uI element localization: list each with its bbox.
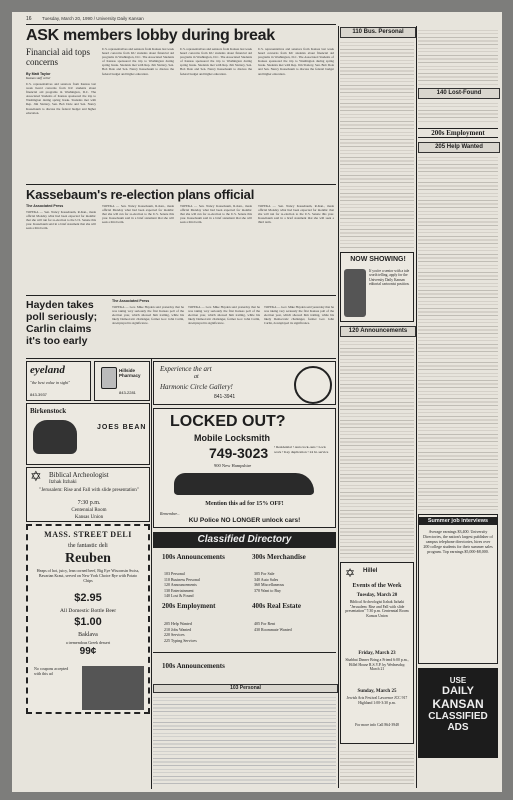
deli-presents: the fantastic deli bbox=[68, 543, 108, 549]
biblical-time: 7:30 p.m. bbox=[77, 500, 101, 506]
col-text-140 bbox=[418, 100, 498, 124]
hayden-body-col1: TOPEKA — Gov. Mike Hayden said yesterday that he was taking very seriously the first Kansas poll of the election year, which showed him trailing, while his likely Democratic challenger, former Gov. John Carlin, downplayed its significance. bbox=[112, 305, 184, 326]
classified-list-400 bbox=[254, 621, 292, 632]
classified-cat-400: 400s Real Estate bbox=[252, 602, 301, 610]
hillel-org: Hillel bbox=[363, 568, 378, 574]
lead-deck: Financial aid tops concerns bbox=[26, 47, 90, 67]
summer-job-title: Summer job interviews bbox=[419, 517, 497, 525]
hayden-headline: Hayden takes poll seriously; Carlin claims it's too early bbox=[26, 299, 98, 347]
list-item[interactable]: 205 Help Wanted bbox=[164, 621, 192, 626]
birkenstock-store: JOES BEAN bbox=[97, 424, 147, 431]
kassebaum-source: The Associated Press bbox=[26, 204, 64, 208]
biblical-ad bbox=[26, 467, 150, 522]
hillel-title: Events of the Week bbox=[352, 583, 402, 589]
classified-bottom-100: 100s Announcements bbox=[162, 662, 225, 670]
biblical-name: Itzhak Itzhaki bbox=[49, 480, 77, 485]
menorah-icon: ✡ bbox=[30, 470, 42, 485]
kassebaum-body-col4: TOPEKA — Sen. Nancy Kassebaum, R-Kan., made official Monday what had been expected for months: that she will run for re-election to the U.S. Senate this year. Kassebaum said in a brief statement that she will seek a third term. bbox=[258, 204, 334, 225]
classified-cat-300: 300s Merchandise bbox=[252, 553, 306, 561]
eyeland-name: eyeland bbox=[30, 364, 65, 376]
locksmith-mention: Mention this ad for 15% OFF! bbox=[205, 501, 284, 507]
header-200: 200s Employment bbox=[418, 128, 498, 138]
now-showing-text: If you're a senior with a tale worth telling, apply for the University Daily Kansan editorial cartoonist position. bbox=[369, 269, 410, 287]
list-item[interactable]: 103 Personal bbox=[164, 571, 185, 576]
list-item[interactable]: 360 Miscellaneous bbox=[254, 582, 285, 587]
deli-name: MASS. STREET DELI bbox=[44, 530, 132, 539]
header-110: 110 Bus. Personal bbox=[340, 27, 416, 38]
lead-byline-title: Kansan staff writer bbox=[26, 76, 51, 80]
deli-item2: All Domestic Bottle Beer bbox=[59, 608, 117, 614]
udk-line2: DAILY bbox=[442, 685, 474, 697]
header-140: 140 Lost-Found bbox=[418, 88, 500, 99]
now-showing-ad bbox=[340, 252, 414, 322]
lead-body-col1: U.S. representatives and senators from Kansas last week heard concerns from KU students about financial aid programs in Washington, D.C. The Associated Students of Kansas sponsored the trip to Washington during spring break. Students met with Rep. Jim Slattery, Sen. Bob Dole and Sen. Nancy Kassebaum to discuss the federal budget and higher education. bbox=[26, 82, 96, 115]
locksmith-union-notice: KU Police NO LONGER unlock cars! bbox=[188, 517, 301, 524]
locksmith-features: • Residential • Auto lock-outs • Lock work • Key duplication • 24 hr. service bbox=[274, 445, 329, 454]
udk-line1: USE bbox=[449, 676, 467, 685]
kassebaum-headline: Kassebaum's re-election plans official bbox=[26, 187, 255, 202]
locksmith-remember: Remember... bbox=[160, 511, 180, 516]
classified-list-300 bbox=[254, 571, 284, 593]
kassebaum-body-col3: TOPEKA — Sen. Nancy Kassebaum, R-Kan., made official Monday what had been expected for months: that she will run for re-election to the U.S. Senate this year. Kassebaum said in a brief statement that she will seek a third term. bbox=[180, 204, 252, 225]
harmonic-logo-icon bbox=[294, 366, 332, 404]
hillel-info: For more info Call 864-3948 bbox=[355, 723, 399, 727]
hillel-logo-icon: ✡ bbox=[345, 566, 356, 580]
list-item[interactable]: 210 Jobs Wanted bbox=[164, 626, 192, 632]
harmonic-line2: at bbox=[194, 374, 199, 380]
hillel-event1: Tuesday, March 20 bbox=[356, 593, 398, 598]
deli-desc3: a tremendous Greek dessert bbox=[65, 640, 111, 645]
classified-list-100 bbox=[164, 571, 200, 599]
classified-text-block bbox=[153, 694, 336, 784]
hillel-event1-desc: Biblical Archeologist Itzhak Itzhaki "Jerusalem: Rise and Fall with slide presentation" 7:30 p.m. Centennial Room Kansas Union bbox=[345, 600, 409, 618]
lead-headline: ASK members lobby during break bbox=[26, 27, 275, 44]
kassebaum-body-col1: TOPEKA — Sen. Nancy Kassebaum, R-Kan., made official Monday what had been expected for months: that she will run for re-election to the U.S. Senate this year. Kassebaum said in a brief statement that she will seek a third term. bbox=[26, 210, 96, 231]
list-item[interactable]: 120 Announcements bbox=[164, 582, 197, 587]
hillel-ad bbox=[340, 562, 414, 744]
lead-body-col4: U.S. representatives and senators from Kansas last week heard concerns from KU students about financial aid programs in Washington, D.C. The Associated Students of Kansas sponsored the trip to Washington during spring break. Students met with Rep. Jim Slattery, Sen. Bob Dole and Sen. Nancy Kassebaum to discuss the federal budget and higher education. bbox=[258, 47, 334, 76]
list-item[interactable]: 110 Business Personal bbox=[164, 576, 200, 582]
list-item[interactable]: 370 Want to Buy bbox=[254, 587, 282, 593]
deli-item3: Baklava bbox=[78, 632, 98, 638]
lead-body-col3: U.S. representatives and senators from Kansas last week heard concerns from KU students about financial aid programs in Washington, D.C. The Associated Students of Kansas sponsored the trip to Washington during spring break. Students met with Rep. Jim Slattery, Sen. Bob Dole and Sen. Nancy Kassebaum to discuss the federal budget and higher education. bbox=[180, 47, 252, 76]
hayden-source: The Associated Press bbox=[112, 299, 150, 303]
deli-fine-print: No coupons accepted with this ad bbox=[34, 666, 69, 676]
udk-line3: KANSAN bbox=[432, 697, 484, 711]
cartoon-icon bbox=[344, 269, 366, 317]
locksmith-name: Mobile Locksmith bbox=[194, 433, 271, 443]
classified-bottom-103: 103 Personal bbox=[153, 684, 338, 693]
udk-line4: CLASSIFIED bbox=[428, 711, 488, 722]
hillel-event2: Friday, March 23 bbox=[358, 651, 396, 656]
list-item[interactable]: 220 Services bbox=[164, 632, 185, 637]
car-icon bbox=[174, 473, 314, 495]
deli-price2: $1.00 bbox=[74, 616, 102, 628]
harmonic-line1: Experience the art bbox=[160, 365, 212, 373]
lead-byline: By Matt Taylor bbox=[26, 72, 51, 76]
list-item[interactable]: 140 Lost & Found bbox=[164, 593, 194, 598]
list-item[interactable]: 405 For Rent bbox=[254, 621, 276, 626]
deli-price3: 99¢ bbox=[79, 646, 97, 657]
hayden-body-col3: TOPEKA — Gov. Mike Hayden said yesterday that he was taking very seriously the first Kansas poll of the election year, which showed him trailing, while his likely Democratic challenger, former Gov. John Carlin, downplayed its significance. bbox=[264, 305, 334, 326]
classified-cat-200: 200s Employment bbox=[162, 602, 216, 610]
deli-ad bbox=[26, 524, 150, 714]
eyeland-ad bbox=[26, 361, 91, 401]
hillel-event3: Sunday, March 25 bbox=[357, 689, 397, 694]
locksmith-phone: 749-3023 bbox=[209, 445, 269, 461]
page-number: 16 bbox=[26, 16, 32, 22]
col-text-205 bbox=[418, 154, 498, 510]
udk-line5: ADS bbox=[447, 722, 469, 733]
now-showing-headline: NOW SHOWING! bbox=[350, 256, 406, 263]
deli-desc: Heaps of hot, juicy, lean corned beef, Big Eye Wisconsin Swiss, Bavarian Kraut, served on New York Choice Rye with Potato Chips bbox=[36, 568, 140, 583]
biblical-place: Centennial Room bbox=[71, 508, 107, 513]
hillside-name: Hillside Pharmacy bbox=[119, 368, 141, 378]
biblical-org: Kansas Union bbox=[74, 515, 104, 520]
list-item[interactable]: 130 Entertainment bbox=[164, 587, 194, 593]
deli-price: $2.95 bbox=[74, 592, 102, 604]
lead-body-col2: U.S. representatives and senators from Kansas last week heard concerns from KU students about financial aid programs in Washington, D.C. The Associated Students of Kansas sponsored the trip to Washington during spring break. Students met with Rep. Jim Slattery, Sen. Bob Dole and Sen. Nancy Kassebaum to discuss the federal budget and higher education. bbox=[102, 47, 174, 76]
udk-logo bbox=[418, 668, 498, 758]
hillside-phone: 843-2281 bbox=[119, 390, 136, 395]
hillel-event2-desc: Shabbat Dinner Bring a Friend 6:00 p.m., Hillel House R.S.V.P. by Wednesday, March 21 bbox=[345, 658, 409, 672]
classified-cat-100: 100s Announcements bbox=[162, 553, 225, 561]
list-item[interactable]: 340 Auto Sales bbox=[254, 576, 279, 582]
classified-banner-title: Classified Directory bbox=[197, 534, 292, 545]
newspaper-page bbox=[12, 12, 502, 792]
summer-job-ad bbox=[418, 514, 498, 664]
deli-item: Reuben bbox=[65, 551, 111, 566]
pill-bottle-icon bbox=[101, 367, 117, 389]
kassebaum-body-col2: TOPEKA — Sen. Nancy Kassebaum, R-Kan., made official Monday what had been expected for months: that she will run for re-election to the U.S. Senate this year. Kassebaum said in a brief statement that she will seek a third term. bbox=[102, 204, 174, 225]
biblical-title: Biblical Archeologist bbox=[49, 471, 109, 479]
deli-storefront-image bbox=[82, 666, 144, 710]
hillel-event3-desc: Jewish Arts Festival Lawrence JCC 917 Highland 1:00-3:30 p.m. bbox=[346, 696, 408, 705]
harmonic-ad bbox=[153, 361, 336, 405]
hillside-ad bbox=[94, 361, 150, 401]
summer-job-lines: Average earnings $3,400. University Directories, the nation's largest publisher of campus telephone directories, hires over 200 college students for their summer sales program. Top earnings $5,000-$8,000. bbox=[423, 529, 493, 554]
col-text-120 bbox=[340, 338, 414, 558]
birkenstock-name: Birkenstock bbox=[30, 407, 67, 415]
harmonic-phone: 841-3941 bbox=[214, 394, 236, 400]
header-120: 120 Announcements bbox=[340, 326, 416, 337]
list-item[interactable]: 225 Typing Services bbox=[164, 637, 197, 643]
biblical-talk: "Jerusalem: Rise and Fall with slide presentation" bbox=[39, 488, 139, 493]
list-item[interactable]: 430 Roommate Wanted bbox=[254, 626, 292, 632]
locksmith-ad bbox=[153, 408, 336, 528]
date-line: Tuesday, March 20, 1990 / University Daily Kansan bbox=[42, 16, 144, 21]
col-text-bottom-mid bbox=[340, 748, 414, 786]
header-205: 205 Help Wanted bbox=[418, 142, 500, 153]
sandal-icon bbox=[33, 420, 77, 454]
locksmith-address: 900 New Hampshire bbox=[214, 463, 252, 468]
col-text-far-right-top bbox=[418, 27, 498, 85]
harmonic-line3: Harmonic Circle Gallery! bbox=[160, 383, 233, 391]
classified-list-200 bbox=[164, 621, 197, 643]
col-text-110 bbox=[340, 39, 414, 249]
locksmith-headline: LOCKED OUT? bbox=[170, 413, 286, 430]
eyeland-tagline: "the best value in sight" bbox=[30, 380, 71, 385]
hayden-body-col2: TOPEKA — Gov. Mike Hayden said yesterday that he was taking very seriously the first Kansas poll of the election year, which showed him trailing, while his likely Democratic challenger, former Gov. John Carlin, downplayed its significance. bbox=[188, 305, 260, 326]
eyeland-phone: 843-3937 bbox=[30, 392, 47, 397]
list-item[interactable]: 305 For Sale bbox=[254, 571, 275, 576]
birkenstock-ad bbox=[26, 403, 150, 465]
